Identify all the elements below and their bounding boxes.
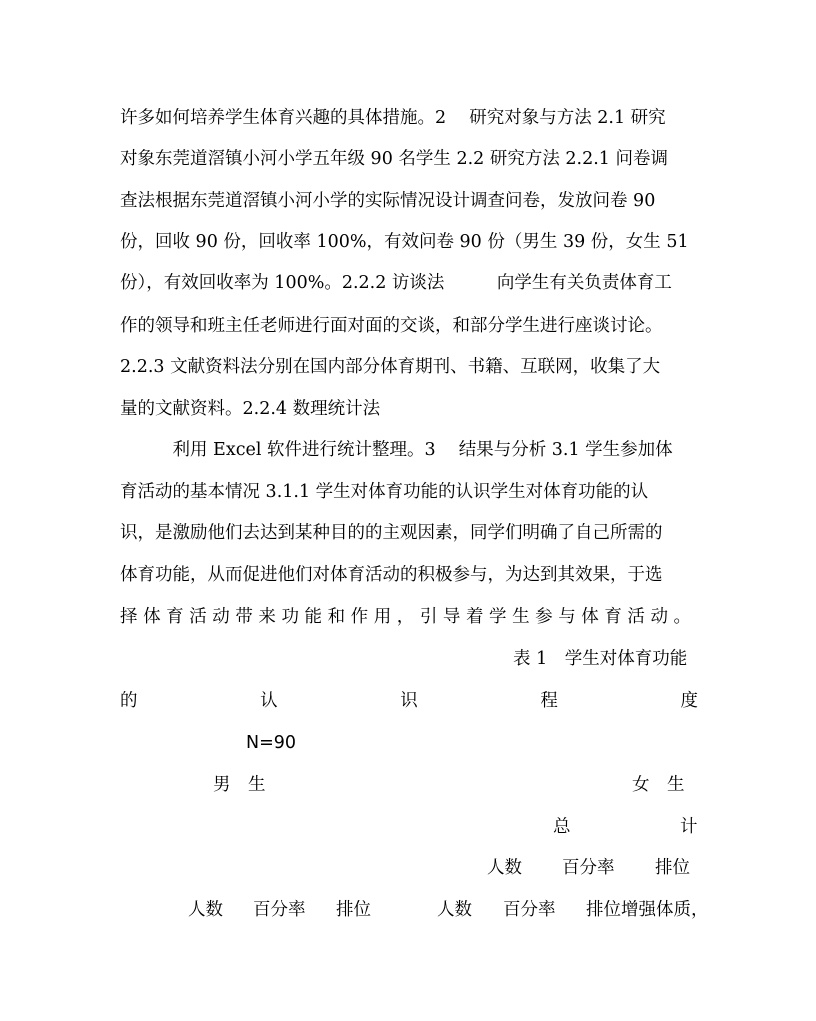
paragraph-line-7: 2.2.3 文献资料法分别在国内部分体育期刊、书籍、互联网，收集了大: [120, 357, 661, 377]
female-header: 女 生: [632, 775, 685, 795]
paragraph-line-3: 查法根据东莞道滘镇小河小学的实际情况设计调查问卷，发放问卷 90: [120, 191, 656, 211]
table-header-male-percent: 百分率: [253, 900, 306, 920]
table-header-percent: 百分率: [562, 858, 615, 878]
caption-char: 识: [400, 691, 418, 711]
paragraph-line-1: 许多如何培养学生体育兴趣的具体措施。2 研究对象与方法 2.1 研究: [120, 108, 666, 128]
table-header-female-count: 人数: [437, 900, 472, 920]
caption-char: 认: [260, 691, 278, 711]
total-header-char-2: 计: [680, 817, 698, 837]
paragraph-line-6: 作的领导和班主任老师进行面对面的交谈，和部分学生进行座谈讨论。: [120, 316, 663, 336]
table-header-male-rank: 排位: [336, 900, 371, 920]
paragraph-line-2: 对象东莞道滘镇小河小学五年级 90 名学生 2.2 研究方法 2.2.1 问卷调: [120, 149, 669, 169]
paragraph-line-5: 份），有效回收率为 100%。2.2.2 访谈法 向学生有关负责体育工: [120, 273, 672, 293]
table-header-female-rank: 排位增强体质，: [586, 900, 709, 920]
paragraph2-line-1: 利用 Excel 软件进行统计整理。3 结果与分析 3.1 学生参加体: [120, 440, 673, 460]
caption-char: 程: [540, 691, 558, 711]
table-header-female-percent: 百分率: [503, 900, 556, 920]
paragraph2-line-5: 择 体 育 活 动 带 来 功 能 和 作 用 ， 引 导 着 学 生 参 与 体 育 活 动 。: [120, 607, 692, 627]
sample-size-label: N=90: [246, 733, 297, 753]
table-header-rank: 排位: [655, 858, 690, 878]
caption-char: 的: [120, 691, 138, 711]
table-header-count: 人数: [487, 858, 522, 878]
male-header: 男 生: [213, 775, 266, 795]
caption-char: 度: [680, 691, 698, 711]
paragraph2-line-4: 体育功能，从而促进他们对体育活动的积极参与，为达到其效果，于选: [120, 565, 663, 585]
total-header-char-1: 总: [553, 817, 571, 837]
paragraph2-line-3: 识，是激励他们去达到某种目的的主观因素，同学们明确了自己所需的: [120, 523, 663, 543]
paragraph-line-4: 份，回收 90 份，回收率 100%，有效问卷 90 份（男生 39 份，女生 51: [120, 232, 689, 252]
table-caption-spread: [120, 689, 698, 713]
paragraph2-line-2: 育活动的基本情况 3.1.1 学生对体育功能的认识学生对体育功能的认: [120, 482, 649, 502]
paragraph-line-8: 量的文献资料。2.2.4 数理统计法: [120, 399, 381, 419]
table-header-male-count: 人数: [188, 900, 223, 920]
table-caption-lead: 表 1 学生对体育功能: [513, 649, 688, 669]
